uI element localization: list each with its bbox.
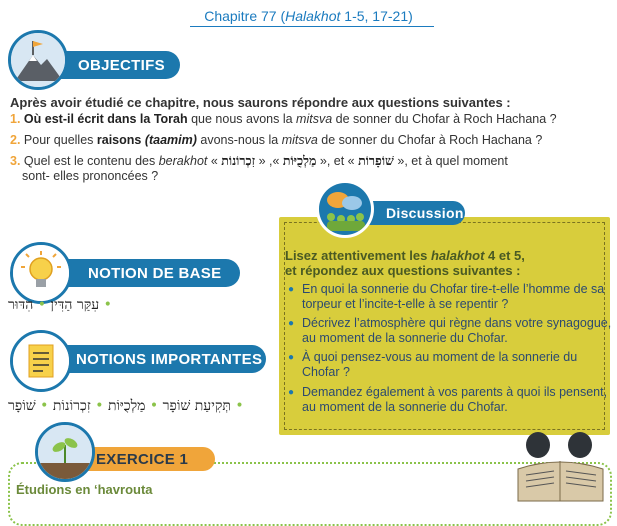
question-2-bold: raisons [96, 133, 145, 147]
question-1-italic: mitsva [296, 112, 333, 126]
document-icon [10, 330, 72, 392]
objectifs-intro: Après avoir étudié ce chapitre, nous saurons répondre aux questions suivantes : [10, 95, 511, 110]
question-2-bolditalic: (taamim) [144, 133, 197, 147]
notions-importantes-term-1: תְּקִיעַת שׁוֹפָר [162, 398, 231, 414]
question-3-num: 3. [10, 154, 21, 168]
exercice-subtitle: Étudions en ‘havrouta [16, 482, 153, 497]
chapter-italic: Halakhot [285, 8, 341, 24]
question-3-italic: berakhot [158, 154, 208, 168]
question-3-heb3: שׁוֹפָרוֹת [358, 153, 394, 168]
notions-importantes-title: NOTIONS IMPORTANTES [76, 350, 263, 368]
bullet-dot: • [95, 398, 104, 414]
chapter-suffix: 1-5, 17-21) [340, 8, 413, 24]
question-3-text3: », et « [316, 154, 359, 168]
discussion-item-1: ● En quoi la sonnerie du Chofar tire-t-elle l’homme de sa torpeur et l’incite-t-elle à se repentir ? [288, 282, 617, 312]
notion-base-terms [8, 297, 112, 314]
notions-importantes-term-2: מַלְכֻיּוֹת [107, 398, 146, 414]
discussion-item-4: ● Demandez également à vos parents à quoi ils pensent, au moment de la sonnerie du Chofar. [288, 385, 617, 415]
notion-base-term-1: עִקַּר הַדִּין [50, 297, 100, 313]
discussion-item-3: ● À quoi pensez-vous au moment de la sonnerie du Chofar ? [288, 350, 617, 380]
question-1-num: 1. [10, 112, 21, 126]
notions-importantes-terms [8, 398, 244, 415]
question-1-text2: de sonner du Chofar à Roch Hachana ? [332, 112, 557, 126]
objectifs-title: OBJECTIFS [78, 56, 165, 74]
discussion-heading-2: et répondez aux questions suivantes : [285, 263, 521, 278]
question-1-bold: Où est-il écrit dans la Torah [23, 112, 188, 126]
sprout-icon [35, 422, 95, 482]
question-2-num: 2. [10, 133, 21, 147]
speech-bubbles-icon [316, 180, 374, 238]
question-2-italic: mitsva [281, 133, 318, 147]
notions-importantes-term-4: שׁוֹפָר [8, 398, 36, 414]
discussion-heading-1a: Lisez attentivement les [285, 248, 431, 263]
chapter-underline [190, 26, 434, 27]
bullet-dot: • [37, 297, 46, 313]
question-1-text1: que nous avons la [187, 112, 297, 126]
question-3-text4: », et à quel moment [393, 154, 508, 168]
question-2-text2: de sonner du Chofar à Roch Hachana ? [317, 133, 543, 147]
discussion-title: Discussion [386, 205, 464, 221]
discussion-heading-1c: 4 et 5, [484, 248, 525, 263]
question-2-text1: avons-nous la [196, 133, 282, 147]
bullet-dot: • [40, 398, 49, 414]
question-3-line2: sont- elles prononcées ? [22, 169, 159, 183]
question-3-text1: « [207, 154, 222, 168]
question-3-text2: », « [255, 154, 283, 168]
mountain-flag-icon [8, 30, 68, 90]
bullet-dot: • [103, 297, 112, 313]
chapter-title [0, 8, 617, 24]
notion-base-title: NOTION DE BASE [88, 264, 222, 282]
question-3 [10, 153, 600, 184]
discussion-item-2: ● Décrivez l’atmosphère qui règne dans votre synagogue, au moment de la sonnerie du Chofar. [288, 316, 617, 346]
chapter-prefix: Chapitre 77 ( [204, 8, 286, 24]
question-3-heb1: מַלְכֻיּוֹת [282, 153, 317, 168]
discussion-heading-1b: halakhot [430, 248, 485, 263]
question-3-heb2: זִכְרוֹנוֹת [221, 153, 256, 168]
bullet-dot: • [149, 398, 159, 414]
question-1 [10, 112, 557, 127]
discussion-heading [285, 248, 605, 278]
notion-base-term-2: הִדּוּר [8, 297, 34, 313]
question-2-text0: Pour quelles [23, 133, 97, 147]
lightbulb-icon [10, 242, 72, 304]
question-2 [10, 133, 542, 148]
question-3-text0: Quel est le contenu des [23, 154, 159, 168]
exercice-title: EXERCICE 1 [96, 450, 189, 468]
bullet-dot: • [235, 398, 244, 414]
open-book-icon [508, 425, 613, 502]
notions-importantes-term-3: זִכְרוֹנוֹת [52, 398, 91, 414]
